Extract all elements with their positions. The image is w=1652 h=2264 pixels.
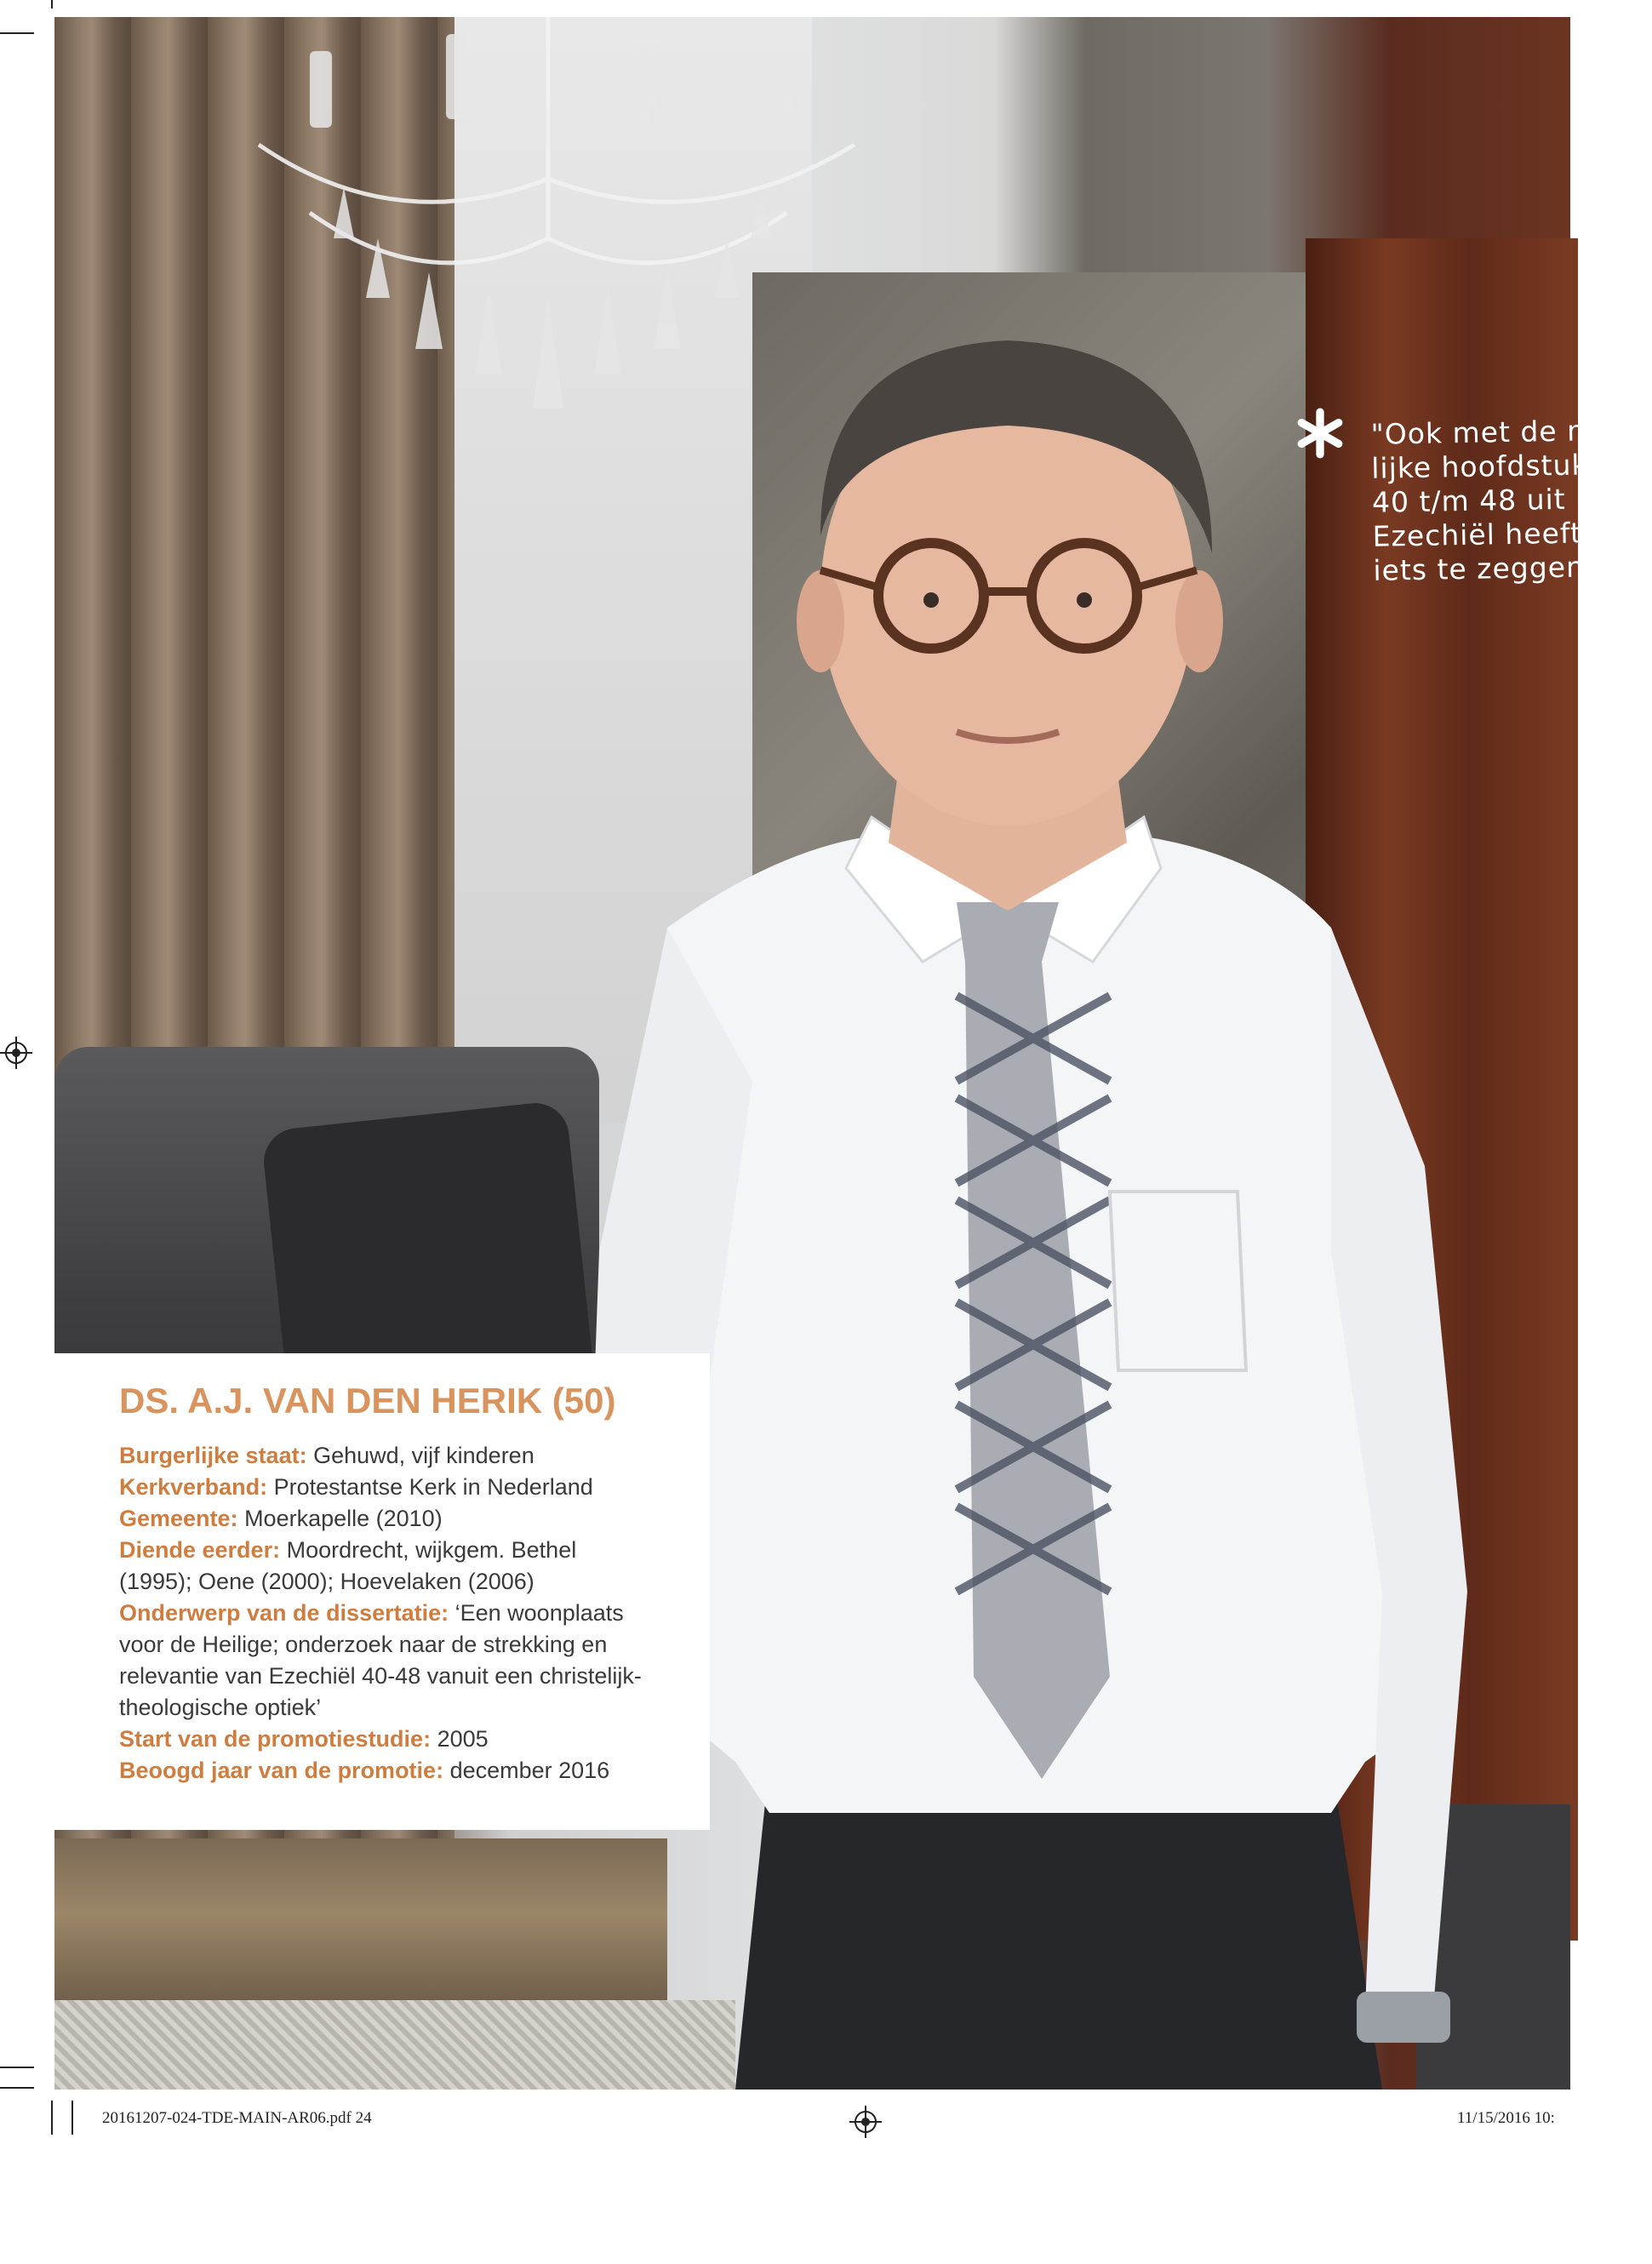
- field-value: Moerkapelle (2010): [237, 1506, 443, 1531]
- footer-filename: 20161207-024-TDE-MAIN-AR06.pdf 24: [102, 2109, 372, 2127]
- crop-mark: [0, 2087, 34, 2089]
- crop-mark: [71, 2101, 73, 2135]
- crop-mark: [0, 32, 34, 34]
- registration-mark-icon: [5, 1042, 27, 1064]
- field-value: december 2016: [443, 1758, 610, 1783]
- profile-line: [119, 1629, 676, 1661]
- field-label: Beoogd jaar van de promotie:: [119, 1758, 444, 1783]
- profile-line: [119, 1503, 676, 1535]
- field-label: Diende eerder:: [119, 1537, 281, 1563]
- quote-line: 40 t/m 48 uit: [1371, 482, 1567, 519]
- field-value: (1995); Oene (2000); Hoevelaken (2006): [119, 1569, 534, 1594]
- field-value: Protestantse Kerk in Nederland: [267, 1474, 593, 1500]
- profile-line: [119, 1661, 676, 1692]
- field-label: Burgerlijke staat:: [119, 1443, 307, 1468]
- field-label: Kerkverband:: [119, 1474, 268, 1500]
- profile-box: [54, 1353, 710, 1830]
- crop-mark: [51, 2101, 53, 2135]
- profile-line: [119, 1535, 676, 1566]
- footer-datetime: 11/15/2016 10:: [1457, 2109, 1555, 2127]
- asterisk-icon: [1294, 407, 1346, 460]
- field-value: Moordrecht, wijkgem. Bethel: [280, 1537, 577, 1563]
- quote-line: Ezechiël heeft God: [1372, 515, 1652, 553]
- profile-title: DS. A.J. VAN DEN HERIK (50): [119, 1381, 616, 1421]
- field-value: 2005: [431, 1726, 489, 1752]
- profile-line: [119, 1598, 676, 1629]
- field-value: relevantie van Ezechiël 40-48 vanuit een christelijk-: [119, 1663, 642, 1689]
- registration-mark-icon: [855, 2111, 877, 2133]
- field-label: Gemeente:: [119, 1506, 238, 1531]
- field-value: Gehuwd, vijf kinderen: [306, 1443, 534, 1468]
- field-value: voor de Heilige; onderzoek naar de strekking en: [119, 1632, 608, 1657]
- profile-line: [119, 1755, 676, 1787]
- quote-line: iets te zeggen": [1373, 550, 1599, 587]
- quote-line: lijke hoofdstukken: [1370, 447, 1643, 485]
- field-label: Start van de promotiestudie:: [119, 1726, 432, 1752]
- profile-line: [119, 1440, 676, 1472]
- profile-line: [119, 1692, 676, 1724]
- crop-mark: [51, 0, 53, 9]
- profile-line: [119, 1566, 676, 1598]
- crop-mark: [0, 2067, 34, 2068]
- pull-quote: [1370, 413, 1652, 588]
- profile-line: [119, 1472, 676, 1503]
- field-value: ‘Een woonplaats: [449, 1600, 624, 1626]
- field-value: theologische optiek’: [119, 1695, 322, 1720]
- quote-line: "Ook met de moei: [1370, 413, 1641, 451]
- profile-line: [119, 1724, 676, 1755]
- field-label: Onderwerp van de dissertatie:: [119, 1600, 449, 1626]
